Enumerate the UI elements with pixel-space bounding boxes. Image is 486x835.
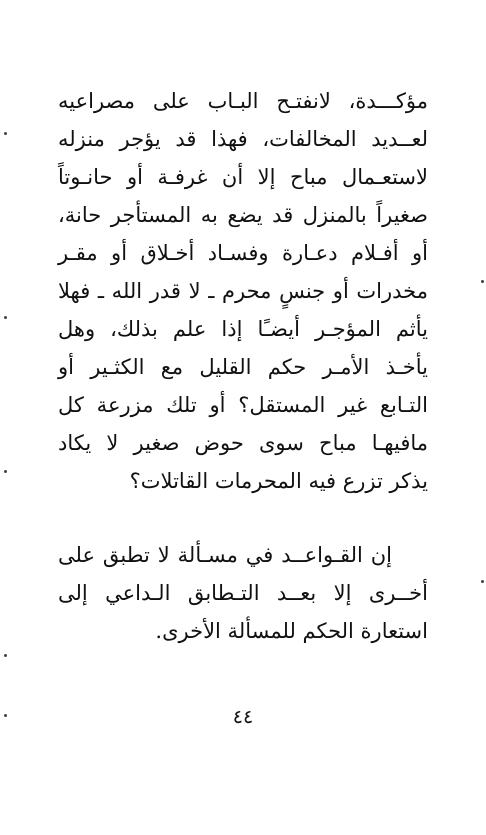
scan-speck	[4, 470, 7, 473]
text-line: أو أفـلام دعـارة وفسـاد أخـلاق أو مقـر	[58, 241, 428, 265]
text-line: مافيهـا مباح سوى حوض صغير لا يكاد	[58, 431, 428, 455]
text-line: أخــرى إلا بعــد التـطابق الـداعي إلى	[58, 581, 428, 605]
text-line: يأثم المؤجـر أيضـًا إذا علم بذلك، وهل	[58, 317, 428, 341]
page-number: ٤٤	[232, 706, 254, 728]
scan-speck	[4, 132, 7, 135]
scan-speck	[4, 714, 7, 717]
paragraph-2	[58, 536, 428, 650]
text-line: يذكر تزرع فيه المحرمات القاتلات؟	[129, 469, 428, 493]
text-line: مؤكـــدة، لانفتـح البـاب على مصراعيه	[58, 89, 428, 113]
paragraph-1	[58, 82, 428, 500]
scan-speck	[481, 580, 484, 583]
text-line: صغيراً بالمنزل قد يضع به المستأجر حانة،	[58, 203, 428, 227]
text-line: مخدرات أو جنسٍ محرم ـ لا قدر الله ـ فهلا	[58, 279, 428, 303]
scan-speck	[4, 654, 7, 657]
text-line: إن القـواعــد في مسـألة لا تطبق على	[58, 543, 392, 567]
scan-speck	[481, 280, 484, 283]
scan-speck	[4, 316, 7, 319]
text-line: لعــديد المخالفات، فهذا قد يؤجر منزله	[58, 127, 428, 151]
text-line: استعارة الحكم للمسألة الأخرى.	[155, 619, 428, 643]
text-line: لاستعـمال مباح إلا أن غرفـة أو حانـوتاً	[58, 165, 428, 189]
text-line: يأخـذ الأمـر حكم القليل مع الكثـير أو	[58, 355, 428, 379]
text-line: التـابع غير المستقل؟ أو تلك مزرعة كل	[58, 393, 428, 417]
